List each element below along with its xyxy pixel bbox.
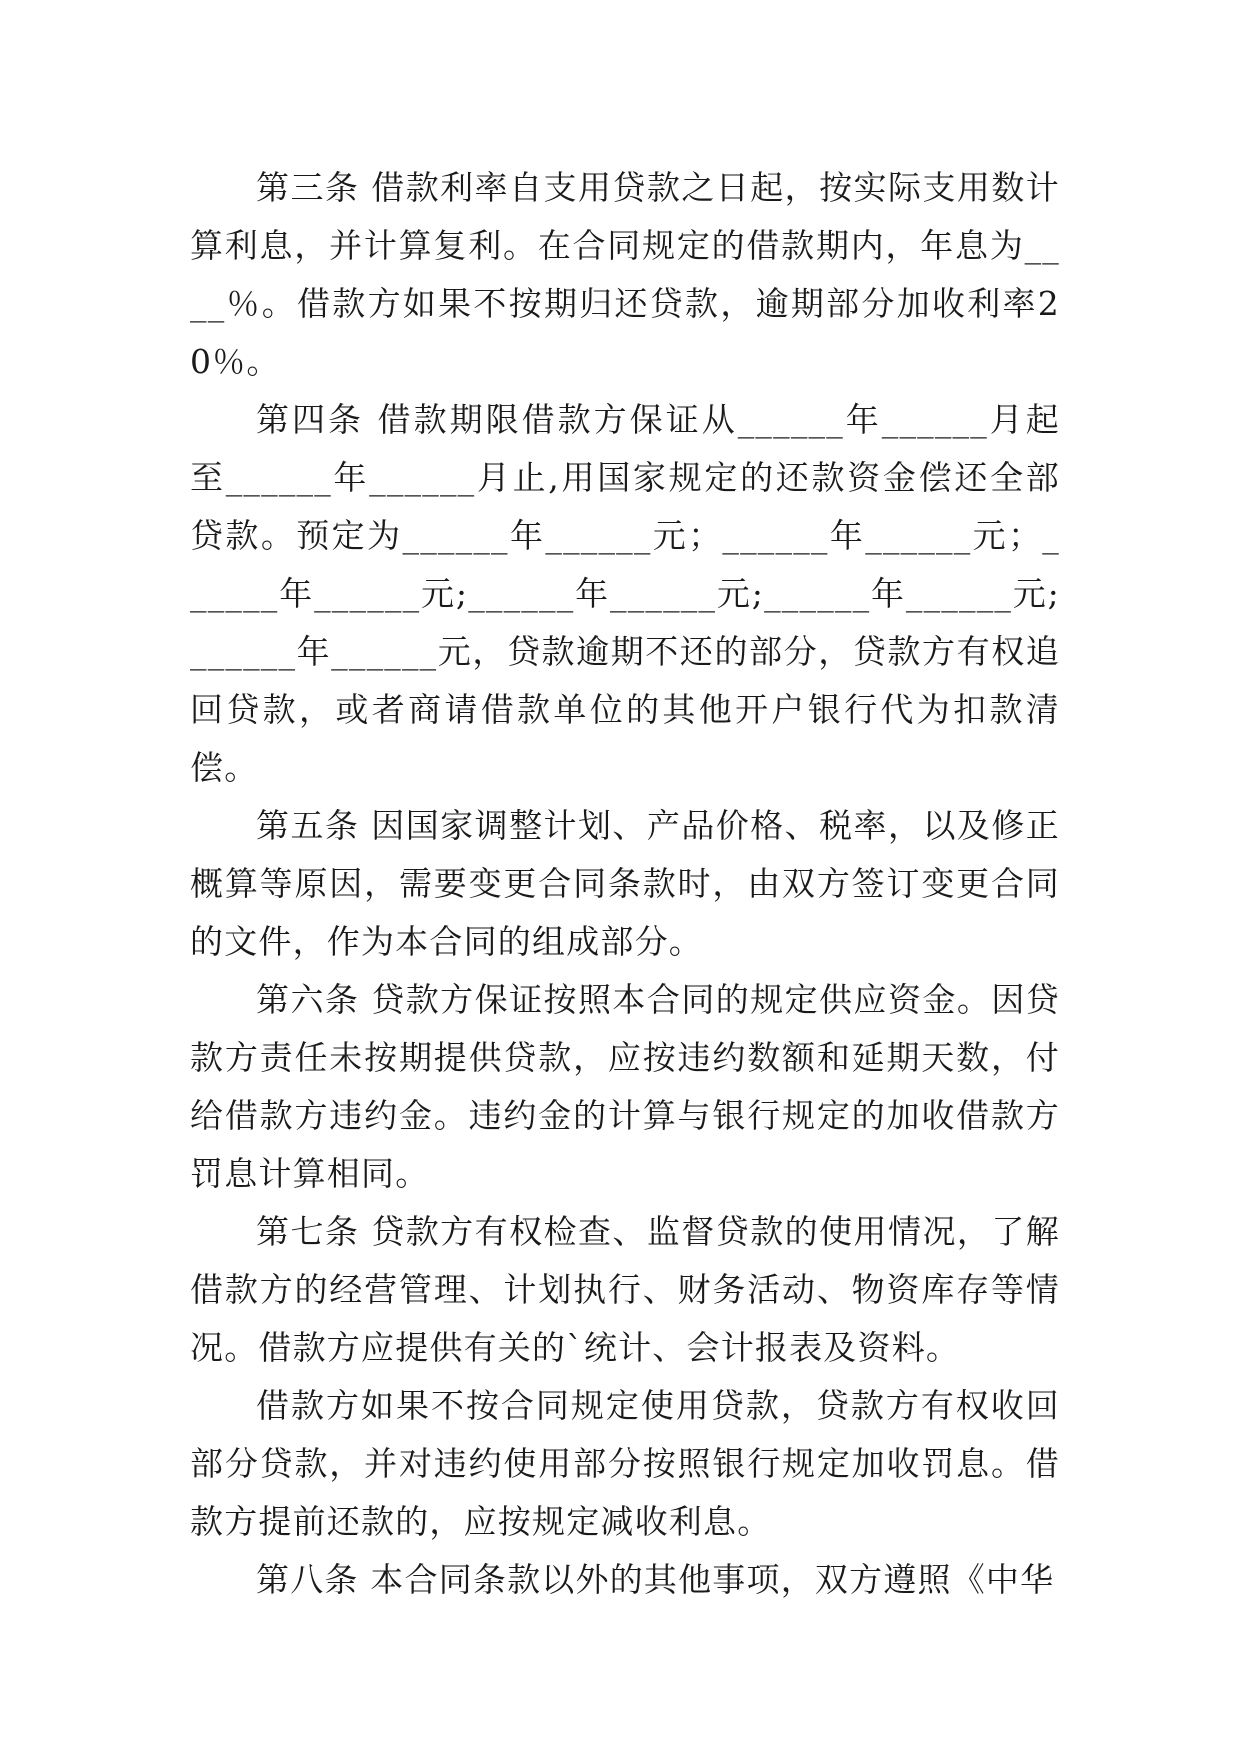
paragraph-article-3: 第三条 借款利率自支用贷款之日起，按实际支用数计算利息，并计算复利。在合同规定的借款期内，年息为____％。借款方如果不按期归还贷款，逾期部分加收利率20％。 <box>190 168 1060 381</box>
paragraph-article-4: 第四条 借款期限借款方保证从______年______月起至______年______月止,用国家规定的还款资金偿还全部贷款。预定为______年______元；______年______元；______年______元;______年______元;______年______元;______年______元，贷款逾期不还的部分，贷款方有权追回贷款，或者商请借款单位的其他开户银行代为扣款清偿。 <box>190 400 1060 787</box>
paragraph-article-6: 第六条 贷款方保证按照本合同的规定供应资金。因贷款方责任未按期提供贷款，应按违约数额和延期天数，付给借款方违约金。违约金的计算与银行规定的加收借款方罚息计算相同。 <box>190 980 1060 1193</box>
paragraph-article-7-continued: 借款方如果不按合同规定使用贷款，贷款方有权收回部分贷款，并对违约使用部分按照银行规定加收罚息。借款方提前还款的，应按规定减收利息。 <box>190 1386 1060 1541</box>
document-body <box>190 159 1060 1609</box>
paragraph-article-5: 第五条 因国家调整计划、产品价格、税率，以及修正概算等原因，需要变更合同条款时，由双方签订变更合同的文件，作为本合同的组成部分。 <box>190 806 1060 961</box>
paragraph-article-7: 第七条 贷款方有权检查、监督贷款的使用情况，了解借款方的经营管理、计划执行、财务活动、物资库存等情况。借款方应提供有关的`统计、会计报表及资料。 <box>190 1212 1060 1367</box>
paragraph-article-8: 第八条 本合同条款以外的其他事项，双方遵照《中华 <box>256 1560 1055 1599</box>
